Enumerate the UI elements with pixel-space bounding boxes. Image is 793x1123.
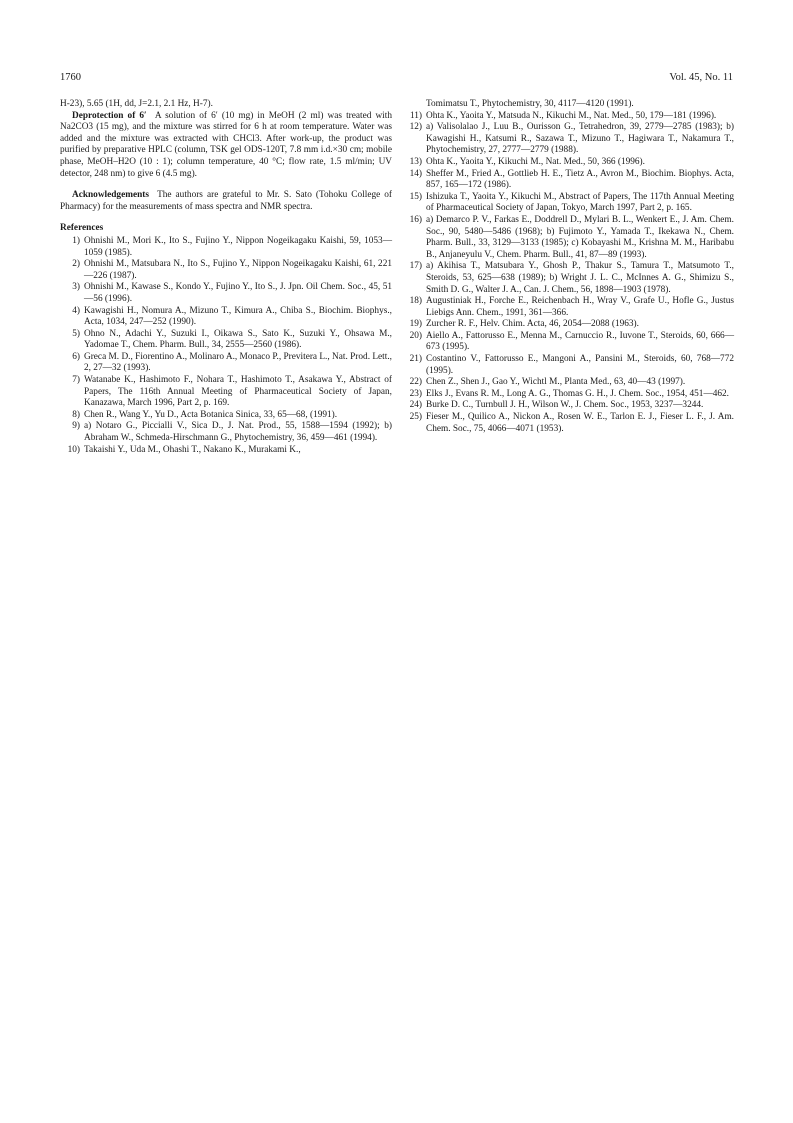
reference-item [60, 445, 392, 457]
reference-number: 2) [72, 259, 80, 270]
reference-item [402, 412, 734, 435]
reference-text: Fieser M., Quilico A., Nickon A., Rosen W. E., Tarlon E. J., Fieser L. F., J. Am. Chem. Soc., 75, 4066—4071 (1953). [426, 412, 734, 434]
reference-number: 19) [409, 319, 422, 330]
reference-item [402, 157, 734, 169]
reference-text: Ohnishi M., Mori K., Ito S., Fujino Y., Nippon Nogeikagaku Kaishi, 59, 1053—1059 (1985). [84, 235, 392, 258]
reference-list-right [402, 111, 734, 436]
left-column [60, 99, 392, 456]
right-column [402, 99, 734, 435]
reference-item [402, 400, 734, 412]
reference-item [60, 282, 392, 305]
reference-number: 17) [409, 261, 422, 272]
references-heading: References [60, 223, 104, 234]
reference-item [60, 329, 392, 352]
reference-number: 1) [72, 235, 80, 246]
reference-number: 7) [72, 375, 80, 386]
deprotection-text: A solution of 6′ (10 mg) in MeOH (2 ml) was treated with Na2CO3 (15 mg), and the mixture was stirred for 6 h at room temperature. Water was added and the mixture was extracted with CHCl3. After work-up, the product was purified by preparative HPLC (column, TSK gel ODS-120T, 7.8 mm i.d.×30 cm; mobile phase, MeOH–H2O (10 : 1); column temperature, 40 °C; flow rate, 1.5 ml/min; UV detector, 248 nm) to give 6 (4.5 mg). [60, 110, 392, 179]
reference-number: 12) [409, 122, 422, 133]
reference-text: a) Valisolalao J., Luu B., Ourisson G., Tetrahedron, 39, 2779—2785 (1983); b) Kawagishi H., Katsumi R., Sazawa T., Mizuno T., Hagiwara T., Nakamura T., Phytochemistry, 27, 2777—2779 (1988). [426, 122, 734, 156]
reference-item [402, 296, 734, 319]
reference-number: 11) [409, 110, 422, 121]
reference-text: Greca M. D., Fiorentino A., Molinaro A., Monaco P., Previtera L., Nat. Prod. Lett., 2, 27—32 (1993). [84, 351, 392, 374]
reference-number: 24) [409, 400, 422, 411]
reference-number: 13) [409, 156, 422, 167]
reference-text: a) Demarco P. V., Farkas E., Doddrell D., Mylari B. L., Wenkert E., J. Am. Chem. Soc., 90, 5480—5486 (1968); b) Fujimoto Y., Yamada T., Ikekawa N., Chem. Pharm. Bull., 33, 3129—3133 (1985); c) Kobayashi M., Krishna M. M., Haribabu B., Anjaneyulu V., Chem. Pharm. Bull., 41, 87—89 (1993). [426, 214, 734, 260]
reference-item [402, 377, 734, 389]
reference-item [402, 261, 734, 296]
reference-item [402, 122, 734, 157]
nmr-data-line: H-23), 5.65 (1H, dd, J=2.1, 2.1 Hz, H-7). [60, 99, 213, 109]
reference-item [402, 389, 734, 401]
reference-text: a) Notaro G., Piccialli V., Sica D., J. Nat. Prod., 55, 1588—1594 (1992); b) Abraham W., Schmeda-Hirschmann G., Phytochemistry, 36, 459—461 (1994). [84, 421, 392, 444]
reference-text: Kawagishi H., Nomura A., Mizuno T., Kimura A., Chiba S., Biochim. Biophys., Acta, 1034, 247—252 (1990). [84, 305, 392, 328]
reference-text: Ohta K., Yaoita Y., Kikuchi M., Nat. Med., 50, 366 (1996). [426, 156, 645, 167]
reference-text: Burke D. C., Turnbull J. H., Wilson W., J. Chem. Soc., 1953, 3237—3244. [426, 400, 704, 411]
reference-number: 25) [409, 412, 422, 423]
reference-number: 21) [409, 354, 422, 365]
reference-text: Watanabe K., Hashimoto F., Nohara T., Hashimoto T., Asakawa Y., Abstract of Papers, The 116th Annual Meeting of Pharmaceutical Society of Japan, Kanazawa, March 1996, Part 2, p. 169. [84, 375, 392, 409]
reference-number: 15) [409, 191, 422, 202]
reference-text: Ohnishi M., Matsubara N., Ito S., Fujino Y., Nippon Nogeikagaku Kaishi, 61, 221—226 (1987). [84, 259, 392, 281]
reference-text: Chen Z., Shen J., Gao Y., Wichtl M., Planta Med., 63, 40—43 (1997). [426, 377, 686, 388]
reference-text: Costantino V., Fattorusso E., Mangoni A., Pansini M., Steroids, 60, 768—772 (1995). [426, 354, 734, 376]
reference-text: Ohta K., Yaoita Y., Matsuda N., Kikuchi M., Nat. Med., 50, 179—181 (1996). [426, 110, 717, 121]
acknowledgements-text: The authors are grateful to Mr. S. Sato (Tohoku College of Pharmacy) for the measurements of mass spectra and NMR spectra. [60, 190, 393, 212]
reference-item [60, 236, 392, 259]
reference-text: Chen R., Wang Y., Yu D., Acta Botanica Sinica, 33, 65—68, (1991). [84, 409, 338, 420]
reference-continuation: Tomimatsu T., Phytochemistry, 30, 4117—4120 (1991). [426, 99, 634, 109]
reference-item [402, 331, 734, 354]
reference-text: a) Akihisa T., Matsubara Y., Ghosh P., Thakur S., Tamura T., Matsumoto T., Steroids, 53, 625—638 (1989); b) Wright J. L. C., McInnes A. G., Shimizu S., Smith D. G., Walter J. A., Can. J. Chem., 56, 1898—1903 (1978). [426, 261, 734, 295]
reference-number: 20) [409, 330, 422, 341]
page-header [60, 72, 733, 86]
reference-number: 16) [409, 214, 422, 225]
reference-number: 18) [409, 296, 422, 307]
reference-text: Elks J., Evans R. M., Long A. G., Thomas G. H., J. Chem. Soc., 1954, 451—462. [426, 388, 730, 399]
reference-number: 10) [67, 444, 80, 455]
reference-item [60, 375, 392, 410]
reference-text: Takaishi Y., Uda M., Ohashi T., Nakano K., Murakami K., [84, 444, 301, 455]
reference-text: Sheffer M., Fried A., Gottlieb H. E., Tietz A., Avron M., Biochim. Biophys. Acta, 857, 165—172 (1986). [426, 168, 734, 191]
reference-item [60, 410, 392, 422]
deprotection-heading: Deprotection of 6′ [72, 110, 147, 121]
reference-number: 3) [72, 282, 80, 293]
reference-number: 8) [72, 409, 80, 420]
page-number: 1760 [60, 72, 81, 83]
reference-text: Ohnishi M., Kawase S., Kondo Y., Fujino Y., Ito S., J. Jpn. Oil Chem. Soc., 45, 51—56 (1996). [84, 282, 392, 304]
acknowledgements-paragraph [60, 190, 392, 213]
reference-number: 4) [72, 305, 80, 316]
reference-item [402, 319, 734, 331]
reference-number: 9) [72, 421, 80, 432]
reference-number: 6) [72, 351, 80, 362]
reference-text: Ohno N., Adachi Y., Suzuki I., Oikawa S., Sato K., Suzuki Y., Ohsawa M., Yadomae T., Chem. Pharm. Bull., 34, 2555—2560 (1986). [84, 328, 392, 351]
acknowledgements-heading: Acknowledgements [72, 190, 149, 201]
reference-number: 23) [409, 388, 422, 399]
reference-item [60, 306, 392, 329]
reference-item [60, 259, 392, 282]
reference-item [402, 192, 734, 215]
reference-text: Zurcher R. F., Helv. Chim. Acta, 46, 2054—2088 (1963). [426, 319, 639, 330]
reference-item [402, 354, 734, 377]
reference-list-left [60, 236, 392, 456]
reference-item [60, 421, 392, 444]
reference-item [402, 169, 734, 192]
reference-item [402, 215, 734, 261]
reference-text: Ishizuka T., Yaoita Y., Kikuchi M., Abstract of Papers, The 117th Annual Meeting of Pharmaceutical Society of Japan, Tokyo, March 1997, Part 2, p. 165. [426, 191, 734, 214]
volume-info: Vol. 45, No. 11 [669, 72, 733, 83]
deprotection-paragraph [60, 111, 392, 181]
reference-item [402, 111, 734, 123]
reference-number: 5) [72, 328, 80, 339]
reference-number: 14) [409, 168, 422, 179]
reference-number: 22) [409, 377, 422, 388]
reference-text: Aiello A., Fattorusso E., Menna M., Carnuccio R., Iuvone T., Steroids, 60, 666—673 (1995). [426, 330, 734, 353]
reference-text: Augustiniak H., Forche E., Reichenbach H., Wray V., Grafe U., Hofle G., Justus Liebigs Ann. Chem., 1991, 361—366. [426, 296, 734, 318]
reference-item [60, 352, 392, 375]
